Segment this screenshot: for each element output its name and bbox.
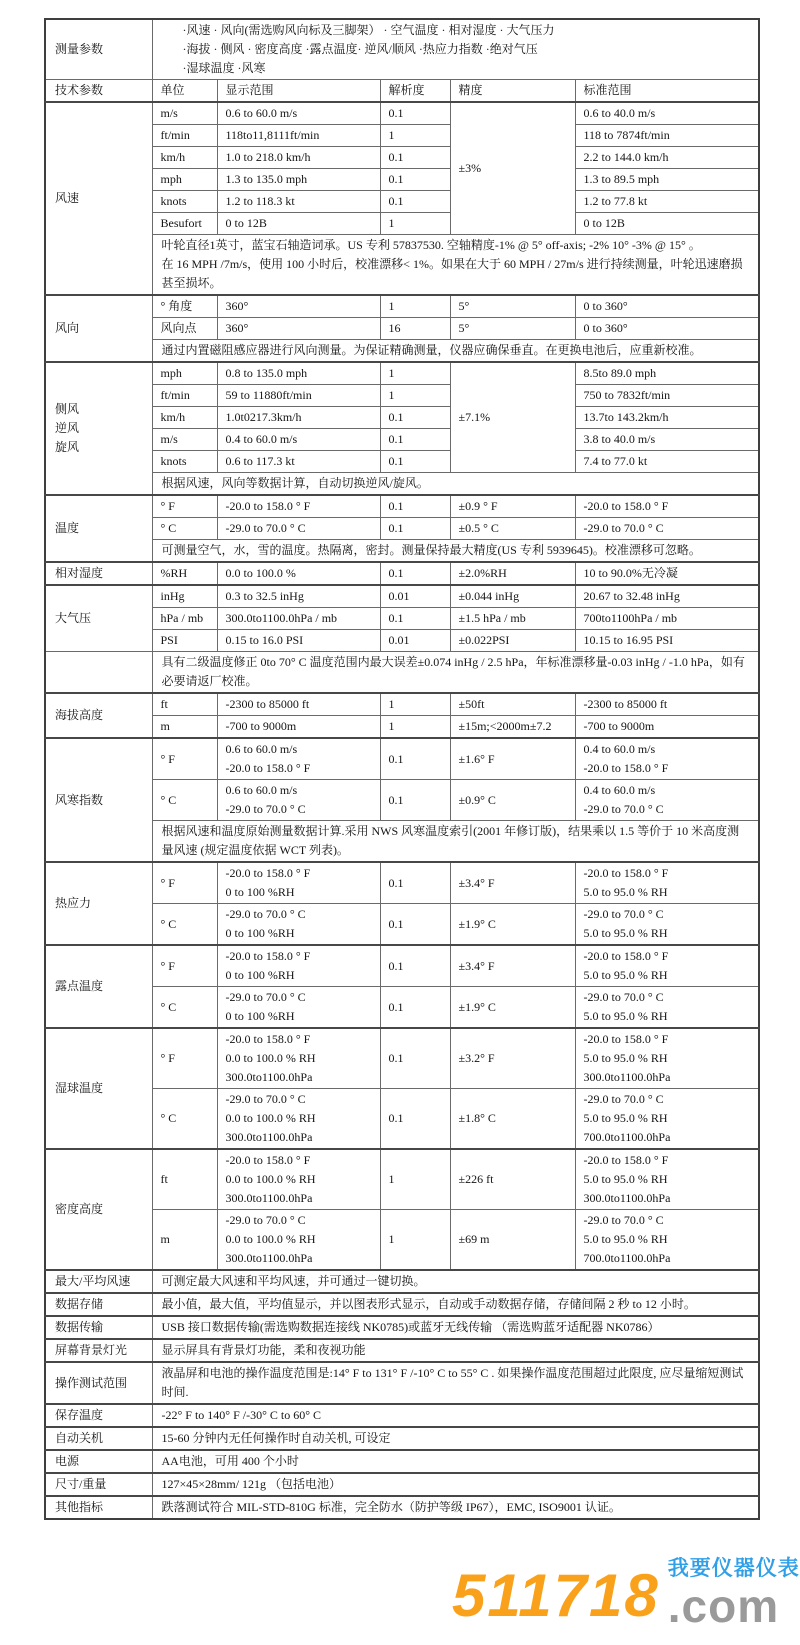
row-label-cell: 尺寸/重量	[45, 1473, 152, 1496]
table-cell: -2300 to 85000 ft	[575, 693, 759, 716]
table-cell: ±1.8° C	[450, 1089, 575, 1150]
table-row	[45, 125, 759, 147]
row-label-cell: 相对湿度	[45, 562, 152, 585]
table-cell: ft/min	[152, 385, 217, 407]
site-logo-domain: .com	[667, 1580, 780, 1632]
table-cell: 0.1	[380, 608, 450, 630]
table-cell: 0.1	[380, 562, 450, 585]
table-cell: 0 to 12B	[575, 213, 759, 235]
spec-table	[44, 18, 760, 1520]
table-cell: 1	[380, 295, 450, 318]
row-label-cell: 风寒指数	[45, 738, 152, 862]
table-cell: 通过内置磁阻感应器进行风向测量。为保证精确测量，仪器应确保垂直。在更换电池后，应重新校准。	[152, 340, 759, 363]
table-cell: 700to1100hPa / mb	[575, 608, 759, 630]
table-cell: 118 to 7874ft/min	[575, 125, 759, 147]
table-cell: 10 to 90.0%无冷凝	[575, 562, 759, 585]
table-cell: -20.0 to 158.0 ° F	[217, 495, 380, 518]
table-cell: 0.1	[380, 780, 450, 821]
table-cell: knots	[152, 451, 217, 473]
table-cell: ° F	[152, 862, 217, 904]
table-row	[45, 862, 759, 904]
row-label-cell: 自动关机	[45, 1427, 152, 1450]
table-cell: ft	[152, 693, 217, 716]
table-row	[45, 987, 759, 1029]
table-cell: %RH	[152, 562, 217, 585]
table-cell: 1	[380, 385, 450, 407]
table-cell: 0.1	[380, 191, 450, 213]
table-cell: ·风速 · 风向(需选购风向标及三脚架） · 空气温度 · 相对湿度 · 大气压力 ·海拔 · 侧风 · 密度高度 ·露点温度· 逆风/顺风 ·热应力指数 ·绝对气压 ·湿球温度 ·风寒	[152, 19, 759, 80]
table-cell: 0 to 360°	[575, 295, 759, 318]
table-cell: 具有二级温度修正 0to 70° C 温度范围内最大误差±0.074 inHg / 2.5 hPa，年标准漂移量-0.03 inHg / -1.0 hPa，如有必要请返厂校准。	[152, 652, 759, 694]
table-row	[45, 362, 759, 385]
table-cell: 可测量空气，水，雪的温度。热隔离，密封。测量保持最大精度(US 专利 5939645)。校准漂移可忽略。	[152, 540, 759, 563]
table-cell: ±15m;<2000m±7.2	[450, 716, 575, 739]
table-cell: -29.0 to 70.0 ° C 0 to 100 %RH	[217, 987, 380, 1029]
table-cell: ±0.9° C	[450, 780, 575, 821]
table-cell: 0.0 to 100.0 %	[217, 562, 380, 585]
table-cell: 液晶屏和电池的操作温度范围是:14° F to 131° F /-10° C to 55° C . 如果操作温度范围超过此限度, 应尽量缩短测试时间.	[152, 1362, 759, 1404]
column-header-cell: 解析度	[380, 80, 450, 103]
table-cell: -29.0 to 70.0 ° C 5.0 to 95.0 % RH	[575, 904, 759, 946]
table-cell: 0.1	[380, 429, 450, 451]
table-cell: 显示屏具有背景灯功能，柔和夜视功能	[152, 1339, 759, 1362]
table-cell: ° C	[152, 518, 217, 540]
table-cell: 360°	[217, 318, 380, 340]
table-row	[45, 716, 759, 739]
table-cell: 1	[380, 213, 450, 235]
table-row	[45, 451, 759, 473]
table-cell: 可测定最大风速和平均风速，并可通过一键切换。	[152, 1270, 759, 1293]
table-row	[45, 80, 759, 103]
row-label-cell: 温度	[45, 495, 152, 562]
table-row	[45, 295, 759, 318]
row-label-cell: 电源	[45, 1450, 152, 1473]
row-label-cell: 测量参数	[45, 19, 152, 80]
table-cell: 0.01	[380, 630, 450, 652]
table-row	[45, 102, 759, 125]
table-cell: 13.7to 143.2km/h	[575, 407, 759, 429]
table-row	[45, 318, 759, 340]
table-cell: ±1.9° C	[450, 904, 575, 946]
table-cell: 5°	[450, 318, 575, 340]
table-cell: 59 to 11880ft/min	[217, 385, 380, 407]
table-cell: -29.0 to 70.0 ° C 5.0 to 95.0 % RH 700.0to1100.0hPa	[575, 1210, 759, 1271]
table-row	[45, 407, 759, 429]
table-cell	[45, 652, 152, 694]
table-row	[45, 235, 759, 296]
table-cell: 127×45×28mm/ 121g （包括电池）	[152, 1473, 759, 1496]
table-cell: 0.8 to 135.0 mph	[217, 362, 380, 385]
row-label-cell: 数据存储	[45, 1293, 152, 1316]
table-cell: 1.2 to 77.8 kt	[575, 191, 759, 213]
table-row	[45, 1089, 759, 1150]
table-cell: 0.6 to 60.0 m/s	[217, 102, 380, 125]
table-cell: 1	[380, 1149, 450, 1210]
table-row	[45, 540, 759, 563]
table-cell: 7.4 to 77.0 kt	[575, 451, 759, 473]
table-cell: 0 to 12B	[217, 213, 380, 235]
table-cell: 0.1	[380, 147, 450, 169]
table-row	[45, 652, 759, 694]
table-row	[45, 585, 759, 608]
table-cell: PSI	[152, 630, 217, 652]
table-row	[45, 1028, 759, 1089]
site-logo	[452, 1556, 800, 1642]
table-cell: mph	[152, 362, 217, 385]
table-cell: 0.1	[380, 518, 450, 540]
table-cell: -2300 to 85000 ft	[217, 693, 380, 716]
table-cell: 0.1	[380, 169, 450, 191]
table-cell: 0.1	[380, 738, 450, 780]
table-cell: 1	[380, 716, 450, 739]
table-cell: 16	[380, 318, 450, 340]
table-cell: USB 接口数据传输(需选购数据连接线 NK0785)或蓝牙无线传输 （需选购蓝牙适配器 NK0786）	[152, 1316, 759, 1339]
table-row	[45, 1404, 759, 1427]
table-row	[45, 340, 759, 363]
table-row	[45, 945, 759, 987]
table-cell: ±3.4° F	[450, 945, 575, 987]
table-cell: mph	[152, 169, 217, 191]
column-header-cell: 技术参数	[45, 80, 152, 103]
table-cell: 0.1	[380, 904, 450, 946]
spec-table-body	[45, 19, 759, 1519]
table-cell: 1	[380, 362, 450, 385]
table-cell: -29.0 to 70.0 ° C 0.0 to 100.0 % RH 300.0to1100.0hPa	[217, 1089, 380, 1150]
table-cell: 0.15 to 16.0 PSI	[217, 630, 380, 652]
row-label-cell: 保存温度	[45, 1404, 152, 1427]
table-cell: 0.3 to 32.5 inHg	[217, 585, 380, 608]
row-label-cell: 操作测试范围	[45, 1362, 152, 1404]
table-cell: 0.1	[380, 1089, 450, 1150]
table-cell: 0.4 to 60.0 m/s -29.0 to 70.0 ° C	[575, 780, 759, 821]
table-cell: ±1.5 hPa / mb	[450, 608, 575, 630]
table-cell: -29.0 to 70.0 ° C 5.0 to 95.0 % RH 700.0to1100.0hPa	[575, 1089, 759, 1150]
table-cell: 0.1	[380, 862, 450, 904]
table-cell: ±0.5 ° C	[450, 518, 575, 540]
table-cell: 0.1	[380, 1028, 450, 1089]
table-cell: ±69 m	[450, 1210, 575, 1271]
table-cell: -20.0 to 158.0 ° F 0.0 to 100.0 % RH 300.0to1100.0hPa	[217, 1028, 380, 1089]
table-row	[45, 608, 759, 630]
table-cell: 2.2 to 144.0 km/h	[575, 147, 759, 169]
site-logo-right	[668, 1556, 800, 1630]
table-cell: -20.0 to 158.0 ° F 5.0 to 95.0 % RH	[575, 862, 759, 904]
table-cell: ±2.0%RH	[450, 562, 575, 585]
table-cell: 0.6 to 40.0 m/s	[575, 102, 759, 125]
table-row	[45, 1496, 759, 1519]
table-row	[45, 630, 759, 652]
table-cell: 根据风速，风向等数据计算，自动切换逆风/旋风。	[152, 473, 759, 496]
table-cell: -29.0 to 70.0 ° C 0 to 100 %RH	[217, 904, 380, 946]
table-cell: 1	[380, 1210, 450, 1271]
table-cell: 750 to 7832ft/min	[575, 385, 759, 407]
table-row	[45, 821, 759, 863]
row-label-cell: 大气压	[45, 585, 152, 652]
table-cell: 0.4 to 60.0 m/s -20.0 to 158.0 ° F	[575, 738, 759, 780]
table-row	[45, 738, 759, 780]
table-cell: 118to11,8111ft/min	[217, 125, 380, 147]
table-cell: 300.0to1100.0hPa / mb	[217, 608, 380, 630]
row-label-cell: 最大/平均风速	[45, 1270, 152, 1293]
table-cell: 风向点	[152, 318, 217, 340]
table-cell: ° C	[152, 904, 217, 946]
table-row	[45, 147, 759, 169]
table-cell: ±0.044 inHg	[450, 585, 575, 608]
table-cell: -29.0 to 70.0 ° C 0.0 to 100.0 % RH 300.0to1100.0hPa	[217, 1210, 380, 1271]
table-cell: 10.15 to 16.95 PSI	[575, 630, 759, 652]
table-cell: -29.0 to 70.0 ° C	[575, 518, 759, 540]
row-label-cell: 屏幕背景灯光	[45, 1339, 152, 1362]
column-header-cell: 标准范围	[575, 80, 759, 103]
table-cell: ±3%	[450, 102, 575, 235]
table-row	[45, 1362, 759, 1404]
table-cell: ° C	[152, 1089, 217, 1150]
table-row	[45, 169, 759, 191]
table-cell: ° F	[152, 1028, 217, 1089]
table-cell: 跌落测试符合 MIL-STD-810G 标准，完全防水（防护等级 IP67），EMC, ISO9001 认证。	[152, 1496, 759, 1519]
table-cell: 360°	[217, 295, 380, 318]
table-cell: 0.01	[380, 585, 450, 608]
table-cell: -20.0 to 158.0 ° F 5.0 to 95.0 % RH	[575, 945, 759, 987]
table-cell: ±50ft	[450, 693, 575, 716]
table-cell: m	[152, 1210, 217, 1271]
table-row	[45, 1339, 759, 1362]
table-cell: 0.1	[380, 987, 450, 1029]
table-cell: ° F	[152, 945, 217, 987]
table-cell: ±7.1%	[450, 362, 575, 473]
table-cell: -20.0 to 158.0 ° F 5.0 to 95.0 % RH 300.0to1100.0hPa	[575, 1028, 759, 1089]
table-row	[45, 1427, 759, 1450]
table-cell: 0 to 360°	[575, 318, 759, 340]
table-cell: -29.0 to 70.0 ° C	[217, 518, 380, 540]
table-cell: m/s	[152, 429, 217, 451]
row-label-cell: 风速	[45, 102, 152, 295]
table-cell: m/s	[152, 102, 217, 125]
table-cell: -700 to 9000m	[575, 716, 759, 739]
row-label-cell: 数据传输	[45, 1316, 152, 1339]
table-cell: 0.4 to 60.0 m/s	[217, 429, 380, 451]
table-cell: 0.1	[380, 407, 450, 429]
table-row	[45, 19, 759, 80]
table-cell: 8.5to 89.0 mph	[575, 362, 759, 385]
table-row	[45, 1270, 759, 1293]
table-cell: -20.0 to 158.0 ° F 0 to 100 %RH	[217, 862, 380, 904]
row-label-cell: 露点温度	[45, 945, 152, 1028]
table-row	[45, 1293, 759, 1316]
table-cell: ±1.6° F	[450, 738, 575, 780]
table-cell: ±0.9 ° F	[450, 495, 575, 518]
table-cell: 1.0t0217.3km/h	[217, 407, 380, 429]
table-row	[45, 1316, 759, 1339]
table-row	[45, 562, 759, 585]
table-cell: 15-60 分钟内无任何操作时自动关机, 可设定	[152, 1427, 759, 1450]
table-cell: ±3.4° F	[450, 862, 575, 904]
table-row	[45, 518, 759, 540]
table-row	[45, 495, 759, 518]
row-label-cell: 海拔高度	[45, 693, 152, 738]
site-logo-number: 511718	[452, 1562, 660, 1629]
table-cell: 1.2 to 118.3 kt	[217, 191, 380, 213]
row-label-cell: 热应力	[45, 862, 152, 945]
table-cell: -700 to 9000m	[217, 716, 380, 739]
table-cell: -20.0 to 158.0 ° F	[575, 495, 759, 518]
table-cell: 3.8 to 40.0 m/s	[575, 429, 759, 451]
table-cell: m	[152, 716, 217, 739]
row-label-cell: 湿球温度	[45, 1028, 152, 1149]
table-row	[45, 780, 759, 821]
table-cell: ° C	[152, 987, 217, 1029]
table-cell: ° 角度	[152, 295, 217, 318]
column-header-cell: 显示范围	[217, 80, 380, 103]
table-cell: 0.1	[380, 102, 450, 125]
table-cell: 1	[380, 693, 450, 716]
table-cell: ±0.022PSI	[450, 630, 575, 652]
table-cell: 20.67 to 32.48 inHg	[575, 585, 759, 608]
row-label-cell: 侧风 逆风 旋风	[45, 362, 152, 495]
table-cell: km/h	[152, 407, 217, 429]
table-cell: ±226 ft	[450, 1149, 575, 1210]
table-cell: -22° F to 140° F /-30° C to 60° C	[152, 1404, 759, 1427]
table-cell: 0.6 to 60.0 m/s -20.0 to 158.0 ° F	[217, 738, 380, 780]
table-row	[45, 191, 759, 213]
table-cell: hPa / mb	[152, 608, 217, 630]
table-cell: 叶轮直径1英寸，蓝宝石轴造词承。US 专利 57837530. 空轴精度-1% @ 5° off-axis; -2% 10° -3% @ 15° 。 在 16 MPH /7m/s，使用 100 小时后，校准漂移< 1%。如果在大于 60 MPH / 27m/s 进行持续测量，叶轮迅速磨损甚至损坏。	[152, 235, 759, 296]
table-row	[45, 385, 759, 407]
table-row	[45, 693, 759, 716]
table-cell: 1.0 to 218.0 km/h	[217, 147, 380, 169]
table-cell: Besufort	[152, 213, 217, 235]
table-cell: ° F	[152, 738, 217, 780]
table-cell: ft/min	[152, 125, 217, 147]
row-label-cell: 风向	[45, 295, 152, 362]
table-cell: 最小值，最大值，平均值显示，并以图表形式显示，自动或手动数据存储，存储间隔 2 秒 to 12 小时。	[152, 1293, 759, 1316]
table-cell: 0.1	[380, 945, 450, 987]
table-cell: 0.6 to 117.3 kt	[217, 451, 380, 473]
table-row	[45, 904, 759, 946]
table-cell: ° F	[152, 495, 217, 518]
table-cell: 0.1	[380, 451, 450, 473]
table-cell: 0.1	[380, 495, 450, 518]
table-row	[45, 1210, 759, 1271]
table-row	[45, 1473, 759, 1496]
table-cell: 根据风速和温度原始测量数据计算.采用 NWS 风寒温度索引(2001 年修订版)，结果乘以 1.5 等价于 10 米高度测量风速 (规定温度依据 WCT 列表)。	[152, 821, 759, 863]
table-row	[45, 429, 759, 451]
table-cell: 1.3 to 135.0 mph	[217, 169, 380, 191]
table-row	[45, 473, 759, 496]
table-cell: ±3.2° F	[450, 1028, 575, 1089]
row-label-cell: 密度高度	[45, 1149, 152, 1270]
column-header-cell: 精度	[450, 80, 575, 103]
table-cell: inHg	[152, 585, 217, 608]
table-cell: -29.0 to 70.0 ° C 5.0 to 95.0 % RH	[575, 987, 759, 1029]
table-cell: 1.3 to 89.5 mph	[575, 169, 759, 191]
table-cell: knots	[152, 191, 217, 213]
table-cell: ft	[152, 1149, 217, 1210]
column-header-cell: 单位	[152, 80, 217, 103]
table-cell: -20.0 to 158.0 ° F 0.0 to 100.0 % RH 300.0to1100.0hPa	[217, 1149, 380, 1210]
table-cell: 0.6 to 60.0 m/s -29.0 to 70.0 ° C	[217, 780, 380, 821]
table-row	[45, 1450, 759, 1473]
table-cell: 1	[380, 125, 450, 147]
table-cell: AA电池，可用 400 个小时	[152, 1450, 759, 1473]
table-cell: -20.0 to 158.0 ° F 0 to 100 %RH	[217, 945, 380, 987]
table-cell: km/h	[152, 147, 217, 169]
table-cell: -20.0 to 158.0 ° F 5.0 to 95.0 % RH 300.0to1100.0hPa	[575, 1149, 759, 1210]
row-label-cell: 其他指标	[45, 1496, 152, 1519]
table-cell: ° C	[152, 780, 217, 821]
table-cell: ±1.9° C	[450, 987, 575, 1029]
table-cell: 5°	[450, 295, 575, 318]
table-row	[45, 1149, 759, 1210]
site-logo-slogan: 我要仪器仪表	[667, 1557, 800, 1580]
table-row	[45, 213, 759, 235]
